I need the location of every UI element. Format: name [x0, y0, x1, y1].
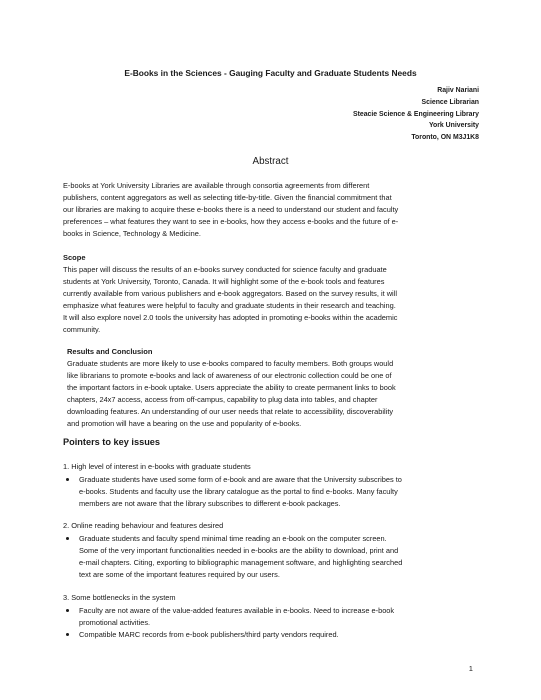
bullet-line: Graduate students and faculty spend minimal time reading an e-book on the computer screen.	[79, 534, 387, 543]
scope-line: community.	[63, 324, 101, 334]
results-heading: Results and Conclusion	[67, 347, 153, 356]
scope-paragraph	[63, 264, 483, 335]
results-line: chapters, 24x7 access, access from off-campus, capability to plug data into tables, and chapter	[67, 394, 378, 404]
bullet-line: e-books. Students and faculty use the library catalogue as the portal to find e-books. Many faculty	[79, 486, 398, 496]
results-line: like librarians to promote e-books and lack of awareness of our electronic collection could be one of	[67, 370, 392, 380]
pointer-bullet-list	[63, 533, 483, 581]
scope-line: This paper will discuss the results of an e-books survey conducted for science faculty and graduate	[63, 265, 387, 274]
scope-line: emphasize what features were helpful to faculty and graduate students in their research and teaching.	[63, 300, 396, 310]
results-paragraph	[67, 358, 483, 429]
intro-line: publishers, content aggregators as well as selecting title-by-title. Given the financial commitment that	[63, 192, 392, 202]
bullet-line: text are some of the important features required by our users.	[79, 569, 280, 579]
bullet-line: e-mail chapters. Citing, exporting to bibliographic management software, and highlighting searched	[79, 557, 403, 567]
bullet-icon	[66, 609, 69, 612]
scope-line: students at York University, Toronto, Canada. It will highlight some of the e-book tools and features	[63, 276, 385, 286]
bullet-item	[63, 474, 483, 510]
pointer-bullet-list	[63, 605, 483, 641]
bullet-icon	[66, 478, 69, 481]
bullet-item	[63, 533, 483, 581]
bullet-line: Graduate students have used some form of e-book and are aware that the University subscribes to	[79, 475, 402, 484]
document-title: E-Books in the Sciences - Gauging Faculty and Graduate Students Needs	[124, 68, 417, 78]
intro-line: preferences – what features they want to see in e-books, how they access e-books and the future of e-	[63, 216, 399, 226]
results-line: Graduate students are more likely to use e-books compared to faculty members. Both groups would	[67, 359, 394, 368]
bullet-item	[63, 605, 483, 629]
scope-line: currently available from various publishers and e-book aggregators. Based on the survey results, it will	[63, 288, 397, 298]
results-line: the important factors in e-book uptake. Users appreciate the ability to create permanent links to book	[67, 382, 396, 392]
pointer-item-heading: 2. Online reading behaviour and features desired	[63, 521, 224, 530]
author-library: Steacie Science & Engineering Library	[353, 110, 479, 118]
intro-line: books in Science, Technology & Medicine.	[63, 228, 201, 238]
scope-line: It will also explore novel 2.0 tools the university has adopted in promoting e-books within the academic	[63, 312, 398, 322]
intro-line: E-books at York University Libraries are available through consortia agreements from different	[63, 181, 370, 190]
scope-heading: Scope	[63, 253, 86, 262]
author-location: Toronto, ON M3J1K8	[411, 134, 479, 142]
pointers-heading: Pointers to key issues	[63, 437, 161, 447]
pointer-item-heading: 3. Some bottlenecks in the system	[63, 593, 176, 602]
author-position: Science Librarian	[421, 98, 479, 106]
bullet-icon	[66, 537, 69, 540]
bullet-line: members are not aware that the library subscribes to different e-book packages.	[79, 498, 341, 508]
author-block	[219, 85, 479, 144]
intro-paragraph	[63, 180, 483, 240]
bullet-icon	[66, 633, 69, 636]
page-number: 1	[468, 664, 473, 673]
author-name: Rajiv Nariani	[437, 87, 479, 94]
pointer-item-heading: 1. High level of interest in e-books with graduate students	[63, 462, 251, 471]
bullet-line: promotional activities.	[79, 617, 151, 627]
intro-line: our libraries are making to acquire these e-books there is a need to understand our student and faculty	[63, 204, 399, 214]
author-institution: York University	[428, 122, 479, 130]
results-line: downloading features. An understanding of our user needs that relate to accessibility, discoverability	[67, 406, 394, 416]
results-line: and promotion will have a bearing on the use and popularity of e-books.	[67, 418, 302, 428]
pointer-bullet-list	[63, 474, 483, 510]
bullet-line: Compatible MARC records from e-book publishers/third party vendors required.	[79, 629, 339, 639]
bullet-line: Faculty are not aware of the value-added features available in e-books. Need to increase e-book	[79, 606, 395, 615]
bullet-item	[63, 629, 483, 641]
bullet-line: Some of the very important functionalities needed in e-books are the ability to download, print and	[79, 545, 399, 555]
abstract-heading: Abstract	[252, 156, 289, 167]
